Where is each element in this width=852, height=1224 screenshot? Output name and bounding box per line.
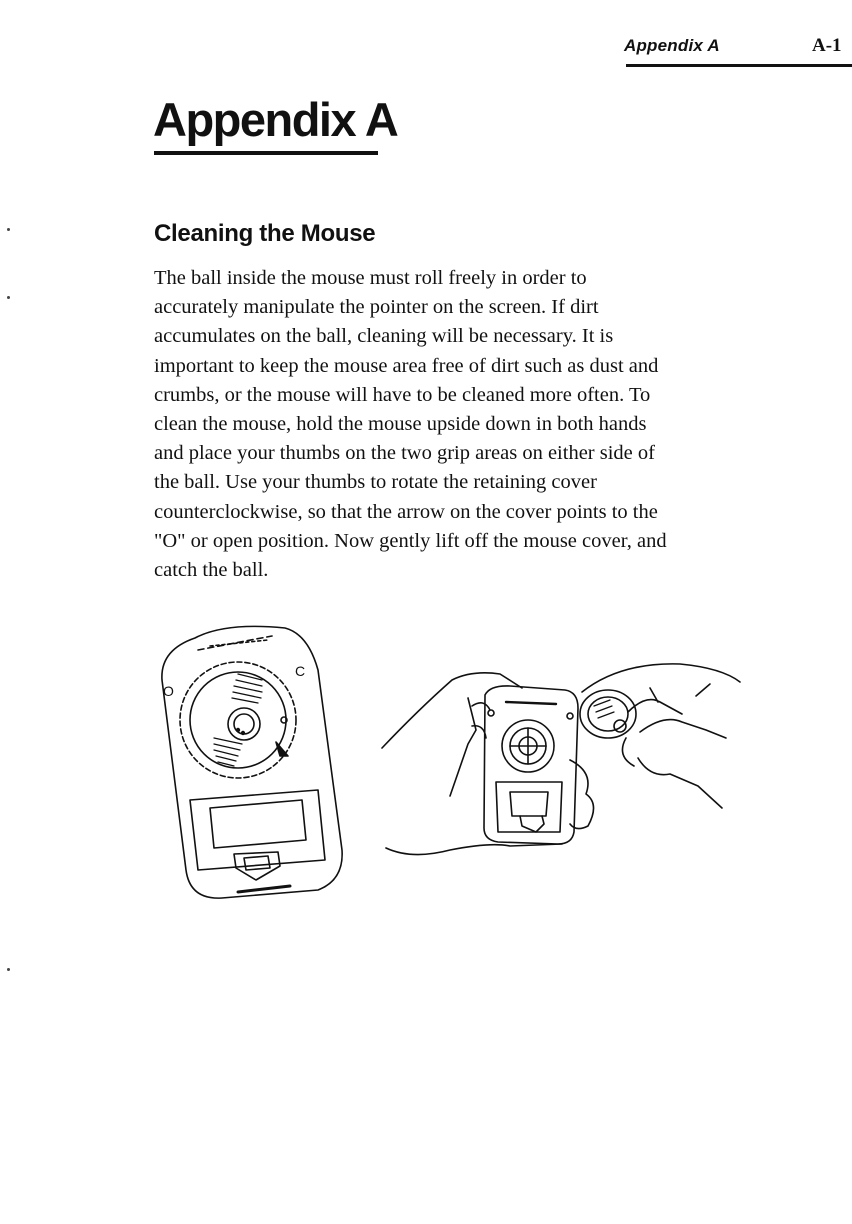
body-paragraph — [154, 264, 744, 585]
body-line: The ball inside the mouse must roll freely in order to — [154, 267, 587, 289]
hands-holding-mouse-icon — [382, 664, 740, 855]
header-rule — [626, 64, 852, 67]
body-line: "O" or open position. Now gently lift off the mouse cover, and — [154, 529, 667, 552]
mouse-underside-icon — [162, 626, 342, 898]
running-header-label: Appendix A — [624, 36, 720, 55]
chapter-title-rule — [154, 151, 378, 155]
body-line: the ball. Use your thumbs to rotate the retaining cover — [154, 471, 597, 494]
body-line: clean the mouse, hold the mouse upside down in both hands — [154, 413, 647, 436]
chapter-title: Appendix A — [153, 93, 398, 146]
margin-speck — [7, 228, 10, 231]
cover-marking-o: O — [163, 683, 174, 699]
body-line: important to keep the mouse area free of dirt such as dust and — [154, 354, 659, 377]
body-line: accumulates on the ball, cleaning will be necessary. It is — [154, 325, 614, 348]
page-number: A-1 — [812, 35, 842, 56]
section-heading: Cleaning the Mouse — [154, 220, 376, 247]
body-line: crumbs, or the mouse will have to be cleaned more often. To — [154, 383, 651, 406]
body-line: catch the ball. — [154, 559, 269, 582]
body-line: and place your thumbs on the two grip areas on either side of — [154, 442, 655, 465]
mouse-cleaning-illustration — [150, 610, 750, 910]
margin-speck — [7, 296, 10, 299]
body-line: accurately manipulate the pointer on the screen. If dirt — [154, 296, 599, 319]
body-line: counterclockwise, so that the arrow on the cover points to the — [154, 500, 658, 523]
cover-marking-c: C — [295, 663, 306, 679]
margin-speck — [7, 968, 10, 971]
